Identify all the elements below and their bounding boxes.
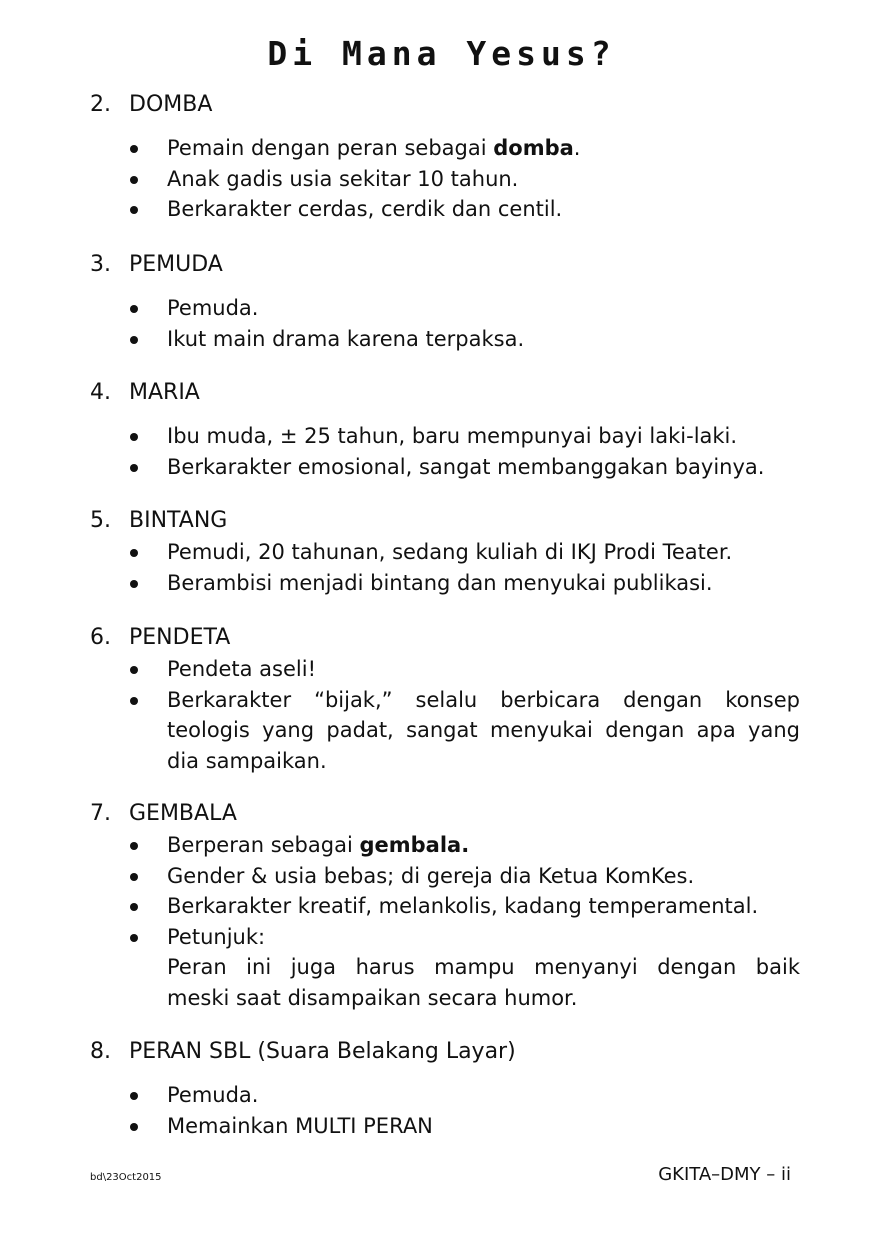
section-domba xyxy=(90,89,800,225)
list-item xyxy=(90,452,800,483)
section-number: 5. xyxy=(90,508,111,533)
bullet-list xyxy=(90,133,800,225)
section-number: 8. xyxy=(90,1039,111,1064)
list-item xyxy=(90,891,800,922)
section-heading xyxy=(90,622,800,654)
section-gembala xyxy=(90,798,800,1014)
footer-page-label: GKITA–DMY – ii xyxy=(658,1164,791,1185)
bullet-icon xyxy=(130,580,138,588)
list-item xyxy=(90,568,800,599)
item-text: Berperan sebagai xyxy=(167,833,360,857)
bullet-list xyxy=(90,293,800,354)
bullet-icon xyxy=(130,666,138,674)
list-item xyxy=(90,1080,800,1111)
item-text: Berkarakter emosional, sangat membanggakan bayinya. xyxy=(167,454,765,479)
list-item xyxy=(90,537,800,568)
list-item xyxy=(90,922,800,1014)
bullet-list xyxy=(90,421,800,482)
bullet-icon xyxy=(130,176,138,184)
item-text-line: meski saat disampaikan secara humor. xyxy=(167,985,578,1010)
section-title: GEMBALA xyxy=(129,801,237,826)
bullet-icon xyxy=(130,336,138,344)
item-text: Pemudi, 20 tahunan, sedang kuliah di IKJ Prodi Teater. xyxy=(167,540,733,564)
section-bintang xyxy=(90,505,800,598)
item-text-line: Berkarakter “bijak,” selalu berbicara dengan konsep xyxy=(167,687,800,712)
item-text: Pemuda. xyxy=(167,296,259,320)
bullet-list xyxy=(90,830,800,1014)
section-heading xyxy=(90,1036,800,1068)
list-item xyxy=(90,654,800,685)
bullet-list xyxy=(90,1080,800,1141)
bullet-icon xyxy=(130,697,138,705)
item-text: . xyxy=(573,136,581,160)
bullet-icon xyxy=(130,305,138,313)
section-title: PENDETA xyxy=(129,625,231,650)
bullet-icon xyxy=(130,903,138,911)
list-item xyxy=(90,133,800,164)
bullet-icon xyxy=(130,1092,138,1100)
section-pendeta xyxy=(90,622,800,776)
item-text: Ibu muda, ± 25 tahun, baru mempunyai bayi laki-laki. xyxy=(167,424,738,448)
footer-date-code: bd\23Oct2015 xyxy=(90,1172,162,1183)
item-text: Berambisi menjadi bintang dan menyukai publikasi. xyxy=(167,570,713,595)
list-item xyxy=(90,830,800,861)
bullet-icon xyxy=(130,464,138,472)
list-item xyxy=(90,194,800,225)
section-number: 6. xyxy=(90,625,111,650)
bullet-list xyxy=(90,537,800,598)
bullet-icon xyxy=(130,873,138,881)
section-heading xyxy=(90,249,800,281)
section-number: 4. xyxy=(90,380,111,405)
section-maria xyxy=(90,377,800,482)
item-text: Anak gadis usia sekitar 10 tahun. xyxy=(167,166,519,191)
item-text: Berkarakter cerdas, cerdik dan centil. xyxy=(167,197,563,222)
section-pemuda xyxy=(90,249,800,354)
item-text: Pendeta aseli! xyxy=(167,657,316,681)
bullet-icon xyxy=(130,145,138,153)
list-item xyxy=(90,164,800,195)
section-title: PEMUDA xyxy=(129,252,223,277)
list-item xyxy=(90,1111,800,1142)
section-title: PERAN SBL (Suara Belakang Layar) xyxy=(129,1039,516,1064)
list-item xyxy=(90,324,800,355)
item-text: Gender & usia bebas; di gereja dia Ketua KomKes. xyxy=(167,863,695,888)
bullet-icon xyxy=(130,934,138,942)
bullet-icon xyxy=(130,842,138,850)
item-text-line: dia sampaikan. xyxy=(167,748,327,773)
item-bold-text: domba xyxy=(493,136,574,160)
list-item xyxy=(90,293,800,324)
section-number: 3. xyxy=(90,252,111,277)
section-number: 7. xyxy=(90,801,111,826)
list-item xyxy=(90,861,800,892)
item-text: Pemuda. xyxy=(167,1083,259,1107)
section-peran-sbl xyxy=(90,1036,800,1141)
item-text: Memainkan MULTI PERAN xyxy=(167,1113,433,1138)
section-title: DOMBA xyxy=(129,92,213,117)
item-label: Petunjuk: xyxy=(167,924,266,949)
item-bold-text: gembala. xyxy=(359,833,470,857)
item-text-line: teologis yang padat, sangat menyukai dengan apa yang xyxy=(167,718,800,743)
bullet-icon xyxy=(130,1123,138,1131)
item-text: Pemain dengan peran sebagai xyxy=(167,136,494,160)
bullet-icon xyxy=(130,206,138,214)
section-heading xyxy=(90,505,800,537)
section-heading xyxy=(90,798,800,830)
section-title: BINTANG xyxy=(129,508,228,533)
section-number: 2. xyxy=(90,92,111,117)
page-title: Di Mana Yesus? xyxy=(267,34,616,73)
bullet-list xyxy=(90,654,800,776)
bullet-icon xyxy=(130,549,138,557)
list-item xyxy=(90,685,800,777)
section-title: MARIA xyxy=(129,380,200,405)
bullet-icon xyxy=(130,433,138,441)
item-text: Berkarakter kreatif, melankolis, kadang temperamental. xyxy=(167,894,759,919)
section-heading xyxy=(90,377,800,409)
section-heading xyxy=(90,89,800,121)
item-text: Ikut main drama karena terpaksa. xyxy=(167,326,525,351)
item-text-line: Peran ini juga harus mampu menyanyi dengan baik xyxy=(167,955,800,980)
list-item xyxy=(90,421,800,452)
